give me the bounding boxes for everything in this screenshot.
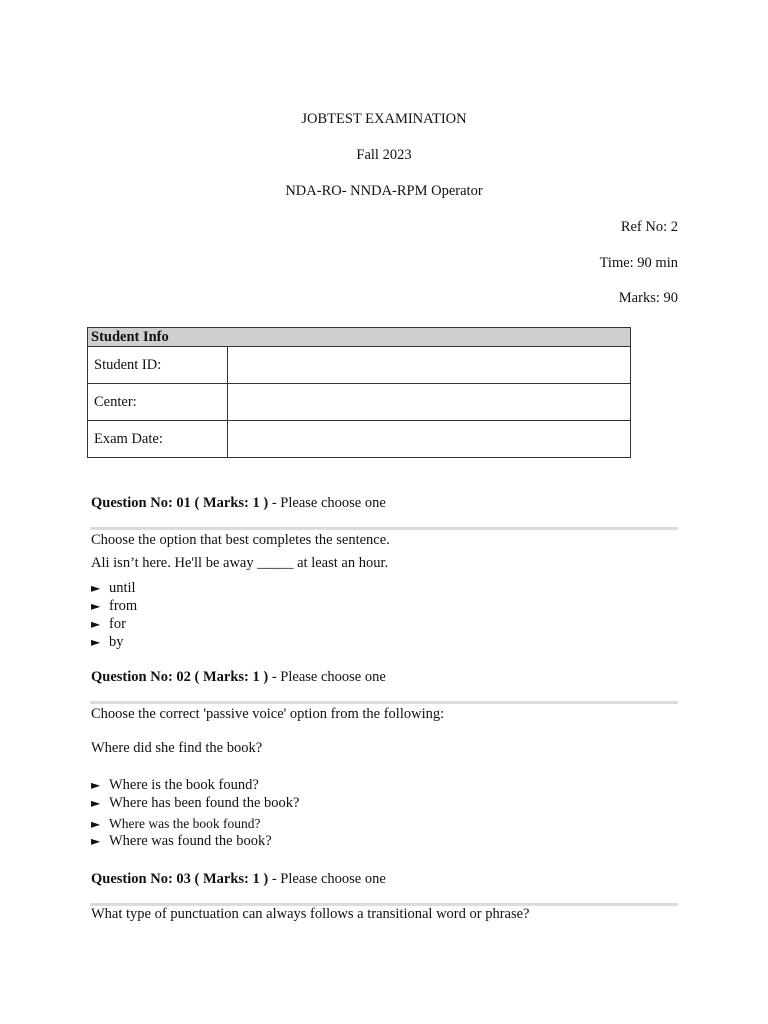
exam-title: JOBTEST EXAMINATION	[301, 111, 467, 127]
arrow-icon: ►	[91, 796, 101, 810]
arrow-icon: ►	[91, 581, 101, 595]
table-row	[88, 384, 631, 421]
option-label: until	[109, 580, 136, 596]
arrow-icon: ►	[91, 617, 101, 631]
exam-term: Fall 2023	[356, 147, 412, 163]
student-id-field[interactable]	[228, 347, 631, 384]
question-2-option[interactable]	[91, 833, 272, 851]
exam-time: Time: 90 min	[599, 255, 678, 271]
student-id-label: Student ID:	[88, 347, 228, 384]
question-3-number: Question No: 03 ( Marks: 1 )	[91, 871, 269, 887]
table-row	[88, 347, 631, 384]
option-label: Where was found the book?	[109, 833, 272, 849]
question-1-option[interactable]	[91, 598, 137, 616]
option-label: from	[109, 598, 138, 614]
question-3-instruction: What type of punctuation can always follows a transitional word or phrase?	[91, 906, 530, 922]
arrow-icon: ►	[91, 778, 101, 792]
question-2-number: Question No: 02 ( Marks: 1 )	[91, 669, 269, 685]
option-label: Where was the book found?	[109, 816, 261, 831]
question-1-number: Question No: 01 ( Marks: 1 )	[91, 495, 269, 511]
arrow-icon: ►	[91, 834, 101, 848]
exam-marks: Marks: 90	[618, 290, 678, 306]
ref-number: Ref No: 2	[620, 219, 678, 235]
option-label: Where is the book found?	[109, 777, 259, 793]
question-1-suffix: - Please choose one	[268, 495, 386, 511]
question-3-suffix: - Please choose one	[268, 871, 386, 887]
question-2-header	[91, 669, 386, 686]
question-2-prompt: Where did she find the book?	[91, 740, 263, 756]
arrow-icon: ►	[91, 599, 101, 613]
divider	[90, 527, 678, 530]
exam-subtitle: NDA-RO- NNDA-RPM Operator	[285, 183, 483, 199]
center-label: Center:	[88, 384, 228, 421]
option-label: Where has been found the book?	[109, 795, 300, 811]
question-1-option[interactable]	[91, 616, 126, 634]
question-1-option[interactable]	[91, 580, 136, 598]
exam-date-label: Exam Date:	[88, 421, 228, 458]
question-1-header	[91, 495, 386, 512]
student-info-table	[87, 327, 631, 458]
center-field[interactable]	[228, 384, 631, 421]
arrow-icon: ►	[91, 635, 101, 649]
question-1-prompt: Ali isn’t here. He'll be away _____ at least an hour.	[91, 555, 389, 571]
question-1-option[interactable]	[91, 634, 124, 652]
question-2-option[interactable]	[91, 815, 260, 834]
arrow-icon: ►	[91, 817, 101, 831]
question-3-header	[91, 871, 386, 888]
question-2-option[interactable]	[91, 777, 259, 795]
question-2-option[interactable]	[91, 795, 299, 813]
table-row	[88, 421, 631, 458]
question-1-instruction: Choose the option that best completes the sentence.	[91, 532, 390, 548]
option-label: for	[109, 616, 126, 632]
option-label: by	[109, 634, 124, 650]
divider	[90, 701, 678, 704]
question-2-instruction: Choose the correct 'passive voice' option from the following:	[91, 706, 445, 722]
question-2-suffix: - Please choose one	[268, 669, 386, 685]
exam-date-field[interactable]	[228, 421, 631, 458]
student-info-heading: Student Info	[88, 328, 631, 347]
